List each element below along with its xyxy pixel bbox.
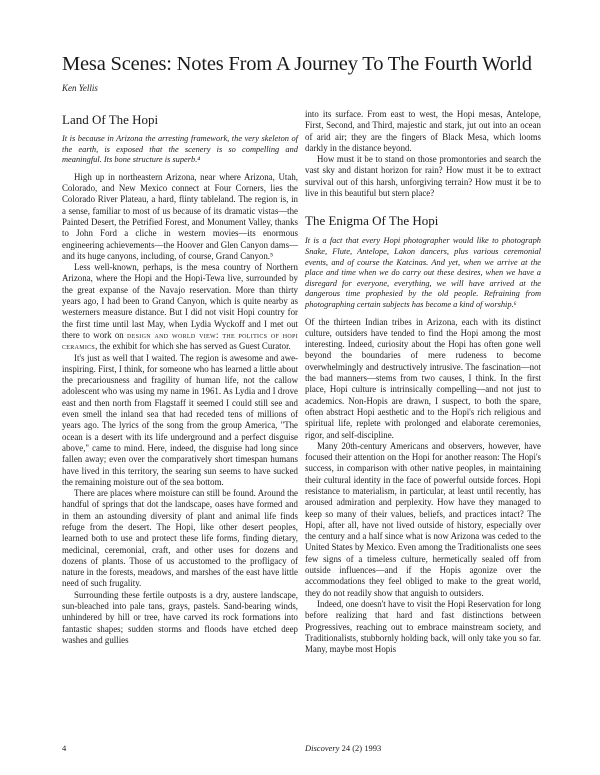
article-title: Mesa Scenes: Notes From A Journey To The Fourth World — [62, 53, 532, 75]
paragraph: Many 20th-century Americans and observers, however, have focused their attention on the Hopi for another reason: The Hopi's success, in comparison with other native peoples, in maintaining their cultural identity in the face of powerful outside forces. Hopi resistance to materialism, in particular, at least until recently, has aroused admiration and perplexity. How have they managed to keep so many of their values, beliefs, and practices intact? The Hopi, after all, have not lived outside of history, especially over the century and a half since what is now Arizona was ceded to the United States by Mexico. Even among the Traditionalists one sees few signs of a timeless culture, hermetically sealed off from outside influences—and if the Hopis agonize over the accommodations they feel obliged to make to the great world, they do not readily show that anguish to outsiders. — [305, 440, 541, 598]
journal-issue: 24 (2) 1993 — [341, 743, 382, 753]
paragraph: Of the thirteen Indian tribes in Arizona, each with its distinct culture, outsiders have tended to find the Hopi among the most interesting. Indeed, curiosity about the Hopi has often gone well beyond the boundaries of mere rudeness to become overwhelmingly and destructively intrusive. The fascination—not the bad manners—stems from two causes, I think. In the first place, Hopi culture is intrinsically compelling—and not just to academics. Non-Hopis are drawn, I suspect, to both the spare, often abstract Hopi aesthetic and to the Hopi's rich religious and spiritual life, replete with prolonged and elaborate ceremonies, rigor, and self-discipline. — [305, 316, 541, 440]
paragraph: It's just as well that I waited. The region is awesome and awe-inspiring. First, I think, for someone who has learned a little about the precariousness and fragility of human life, not the callow adolescent who was using my name in 1961. As Lydia and I drove east and then north from Flagstaff it seemed I could still see and even smell the inland sea that had receded tens of millions of years ago. The lyrics of the song from the group America, "The ocean is a desert with its life underground and a perfect disguise above," came to mind. Here, indeed, the disguise had long since fallen away; even over the comparatively short timespan humans have lived in this territory, the searing sun seems to have sucked the remaining moisture out of the sea bottom. — [62, 352, 298, 487]
paragraph: Surrounding these fertile outposts is a dry, austere landscape, sun-bleached into pale tans, grays, pastels. Sand-bearing winds, unhindered by hill or tree, have carved its rock formations into fantastic shapes; sudden storms and floods have etched deep washes and gullies — [62, 589, 298, 645]
paragraph-continued: into its surface. From east to west, the Hopi mesas, Antelope, First, Second, and Third, majestic and stark, jut out into an ocean of arid air; they are the fingers of Black Mesa, which looms darkly in the distance beyond. — [305, 109, 541, 153]
paragraph: High up in northeastern Arizona, near where Arizona, Utah, Colorado, and New Mexico connect at Four Corners, lies the Colorado River Plateau, a hard, flinty tableland. The region is, in a sense, familiar to most of us because of its dramatic vistas—the Painted Desert, the Petrified Forest, and Monument Valley, thanks to John Ford a cliche in western movies—its enormous engineering achievements—the Hoover and Glen Canyon dams—and its huge canyons, including, of course, Grand Canyon.⁵ — [62, 171, 298, 261]
paragraph: Indeed, one doesn't have to visit the Hopi Reservation for long before realizing that hard and fast distinctions between Progressives, reaching out to embrace mainstream society, and Traditionalists, stubbornly holding back, will only take you so far. Many, maybe most Hopis — [305, 598, 541, 655]
paragraph-text: Less well-known, perhaps, is the mesa country of Northern Arizona, where the Hopi and the Hopi-Tewa live, surrounded by the great expanse of the Navajo reservation. More than thirty years ago, I had been to Grand Canyon, which is quite nearby as westerners measure distance. But I did not visit Hopi country for the first time until last May, when Lydia Wyckoff and I met out there to work on — [62, 262, 298, 340]
page-number: 4 — [62, 743, 67, 753]
paragraph: There are places where moisture can still be found. Around the handful of springs that dot the landscape, oases have formed and in them an astounding diversity of plant and animal life finds refuge from the desert. The Hopi, like other desert peoples, learned both to use and protect these life forms, finding dietary, medicinal, ceremonial, craft, and other uses for dozens and dozens of plants. Those of us accustomed to the profligacy of nature in the forests, meadows, and marshes of the east have little need of such frugality. — [62, 488, 298, 589]
journal-citation — [305, 743, 381, 753]
left-column — [62, 112, 298, 646]
epigraph-enigma: It is a fact that every Hopi photographer would like to photograph Snake, Flute, Antelope, Lakon dancers, plus various ceremonial events, and of course the Katcinas. And yet, when we arrive at the place and time when we do carry out these desires, when we have a disregard for everyone, everything, we will have arrived at the dangerous time prophesied by the old people. Refraining from photographing certain subjects has become a kind of worship.⁶ — [305, 236, 541, 309]
paragraph: How must it be to stand on those promontories and search the vast sky and distant horizon for rain? How must it be to extract survival out of this harsh, unforgiving terrain? How must it be to live in this beautiful but stern place? — [305, 154, 541, 199]
paragraph-text: , the exhibit for which she has served as Guest Curator. — [95, 341, 291, 352]
paragraph — [62, 262, 298, 352]
exhibit-title: design and world view: the politics of hopi ceramics — [62, 329, 298, 352]
journal-name: Discovery — [305, 743, 340, 753]
section-heading-enigma-of-the-hopi: The Enigma Of The Hopi — [305, 213, 439, 229]
section-heading-land-of-the-hopi: Land Of The Hopi — [62, 112, 159, 127]
article-author: Ken Yellis — [62, 83, 98, 93]
epigraph-land: It is because in Arizona the arresting framework, the very skeleton of the earth, is exposed that the scenery is so compelling and meaningful. Its bone structure is superb.⁴ — [62, 134, 298, 165]
right-column — [305, 109, 541, 655]
